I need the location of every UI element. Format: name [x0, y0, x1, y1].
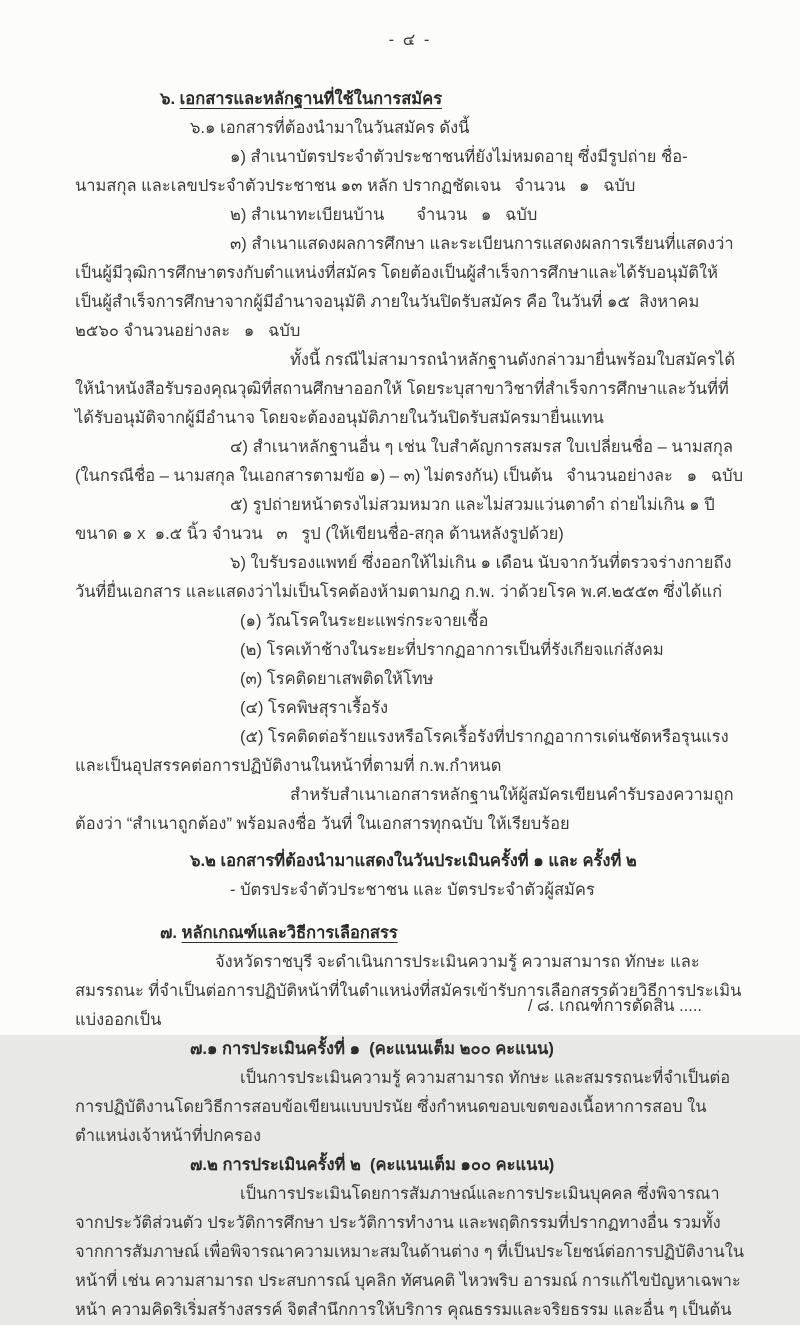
section6-title: เอกสารและหลักฐานที่ใช้ในการสมัคร	[179, 90, 443, 108]
section61-heading: ๖.๑ เอกสารที่ต้องนำมาในวันสมัคร ดังนี้	[190, 119, 470, 137]
section6-number: ๖.	[160, 90, 176, 108]
section72-body: เป็นการประเมินโดยการสัมภาษณ์และการประเมินบุคคล ซึ่งพิจารณาจากประวัติส่วนตัว ประวัติการศึกษา ประวัติการทำงาน และพฤติกรรมที่ปรากฏทางอื่น รวมทั้งจากการสัมภาษณ์ เพื่อพิจารณาความเหมาะสมในด้านต่าง ๆ ที่เป็นประโยชน์ต่อการปฏิบัติงานในหน้าที่ เช่น ความสามารถ ประสบการณ์ บุคลิก ทัศนคติ ไหวพริบ อารมณ์ การแก้ไขปัญหาเฉพาะหน้า ความคิดริเริ่มสร้างสรรค์ จิตสำนึกการให้บริการ คุณธรรมและจริยธรรม และอื่น ๆ เป็นต้น	[75, 1185, 745, 1319]
section62-item: - บัตรประจำตัวประชาชน และ บัตรประจำตัวผู้สมัคร	[230, 881, 595, 899]
document-item-3: ๓) สำเนาแสดงผลการศึกษา และระเบียนการแสดงผลการเรียนที่แสดงว่าเป็นผู้มีวุฒิการศึกษาตรงกับตำแหน่งที่สมัคร โดยต้องเป็นผู้สำเร็จการศึกษาและได้รับอนุมัติให้เป็นผู้สำเร็จการศึกษาจากผู้มีอำนาจอนุมัติ ภายในวันปิดรับสมัคร คือ ในวันที่ ๑๕ สิงหาคม ๒๕๖๐ จำนวนอย่างละ ๑ ฉบับ	[75, 235, 734, 340]
section71-body: เป็นการประเมินความรู้ ความสามารถ ทักษะ และสมรรถนะที่จำเป็นต่อการปฏิบัติงานโดยวิธีการสอบข้อเขียนแบบปรนัย ซึ่งกำหนดขอบเขตของเนื้อหาการสอบ ในตำแหน่งเจ้าหน้าที่ปกครอง	[75, 1069, 731, 1145]
section62-heading: ๖.๒ เอกสารที่ต้องนำมาแสดงในวันประเมินครั้งที่ ๑ และ ครั้งที่ ๒	[190, 852, 637, 870]
document-item-1: ๑) สำเนาบัตรประจำตัวประชาชนที่ยังไม่หมดอายุ ซึ่งมีรูปถ่าย ชื่อ-นามสกุล และเลขประจำตัวประชาชน ๑๓ หลัก ปรากฏชัดเจน จำนวน ๑ ฉบับ	[75, 148, 688, 195]
disease-item-2: (๒) โรคเท้าช้างในระยะที่ปรากฏอาการเป็นที่รังเกียจแก่สังคม	[240, 641, 664, 659]
document-item-2: ๒) สำเนาทะเบียนบ้าน จำนวน ๑ ฉบับ	[230, 206, 538, 224]
section6-heading	[160, 85, 745, 114]
disease-item-4: (๔) โรคพิษสุราเรื้อรัง	[240, 699, 389, 717]
page-continuation-marker: / ๘. เกณฑ์การตัดสิน .....	[527, 997, 702, 1015]
document-note: ทั้งนี้ กรณีไม่สามารถนำหลักฐานดังกล่าวมายื่นพร้อมใบสมัครได้ ให้นำหนังสือรับรองคุณวุฒิที่สถานศึกษาออกให้ โดยระบุสาขาวิชาที่สำเร็จการศึกษาและวันที่ที่ได้รับอนุมัติจากผู้มีอำนาจ โดยจะต้องอนุมัติภายในวันปิดรับสมัครมายื่นแทน	[75, 351, 740, 427]
document-item-5: ๕) รูปถ่ายหน้าตรงไม่สวมหมวก และไม่สวมแว่นตาดำ ถ่ายไม่เกิน ๑ ปี ขนาด ๑ x ๑.๕ นิ้ว จำนวน ๓ รูป (ให้เขียนชื่อ-สกุล ด้านหลังรูปด้วย)	[75, 496, 720, 543]
certify-note: สำหรับสำเนาเอกสารหลักฐานให้ผู้สมัครเขียนคำรับรองความถูกต้องว่า “สำเนาถูกต้อง” พร้อมลงชื่อ วันที่ ในเอกสารทุกฉบับ ให้เรียบร้อย	[75, 786, 734, 833]
disease-item-3: (๓) โรคติดยาเสพติดให้โทษ	[240, 670, 434, 688]
document-item-6: ๖) ใบรับรองแพทย์ ซึ่งออกให้ไม่เกิน ๑ เดือน นับจากวันที่ตรวจร่างกายถึงวันที่ยื่นเอกสาร และแสดงว่าไม่เป็นโรคต้องห้ามตามกฎ ก.พ. ว่าด้วยโรค พ.ศ.๒๕๕๓ ซึ่งได้แก่	[75, 554, 732, 601]
section7-intro: จังหวัดราชบุรี จะดำเนินการประเมินความรู้ ความสามารถ ทักษะ และสมรรถนะ ที่จำเป็นต่อการปฏิบัติหน้าที่ในตำแหน่งที่สมัครเข้ารับการเลือกสรรด้วยวิธีการประเมิน แบ่งออกเป็น	[75, 953, 747, 1029]
disease-item-1: (๑) วัณโรคในระยะแพร่กระจายเชื้อ	[240, 612, 489, 630]
document-item-4: ๔) สำเนาหลักฐานอื่น ๆ เช่น ใบสำคัญการสมรส ใบเปลี่ยนชื่อ – นามสกุล (ในกรณีชื่อ – นามสกุล ในเอกสารตามข้อ ๑) – ๓) ไม่ตรงกัน) เป็นต้น จำนวนอย่างละ ๑ ฉบับ	[75, 438, 744, 485]
section71-heading: ๗.๑ การประเมินครั้งที่ ๑ (คะแนนเต็ม ๒๐๐ คะแนน)	[190, 1040, 554, 1058]
disease-item-5: (๕) โรคติดต่อร้ายแรงหรือโรคเรื้อรังที่ปรากฏอาการเด่นชัดหรือรุนแรง และเป็นอุปสรรคต่อการปฏิบัติงานในหน้าที่ตามที่ ก.พ.กำหนด	[75, 728, 734, 775]
section72-heading: ๗.๒ การประเมินครั้งที่ ๒ (คะแนนเต็ม ๑๐๐ คะแนน)	[190, 1156, 555, 1174]
page-number: - ๔ -	[388, 31, 432, 49]
section7-number: ๗.	[160, 924, 177, 942]
section7-heading	[160, 919, 745, 948]
section7-title: หลักเกณฑ์และวิธีการเลือกสรร	[181, 924, 398, 942]
